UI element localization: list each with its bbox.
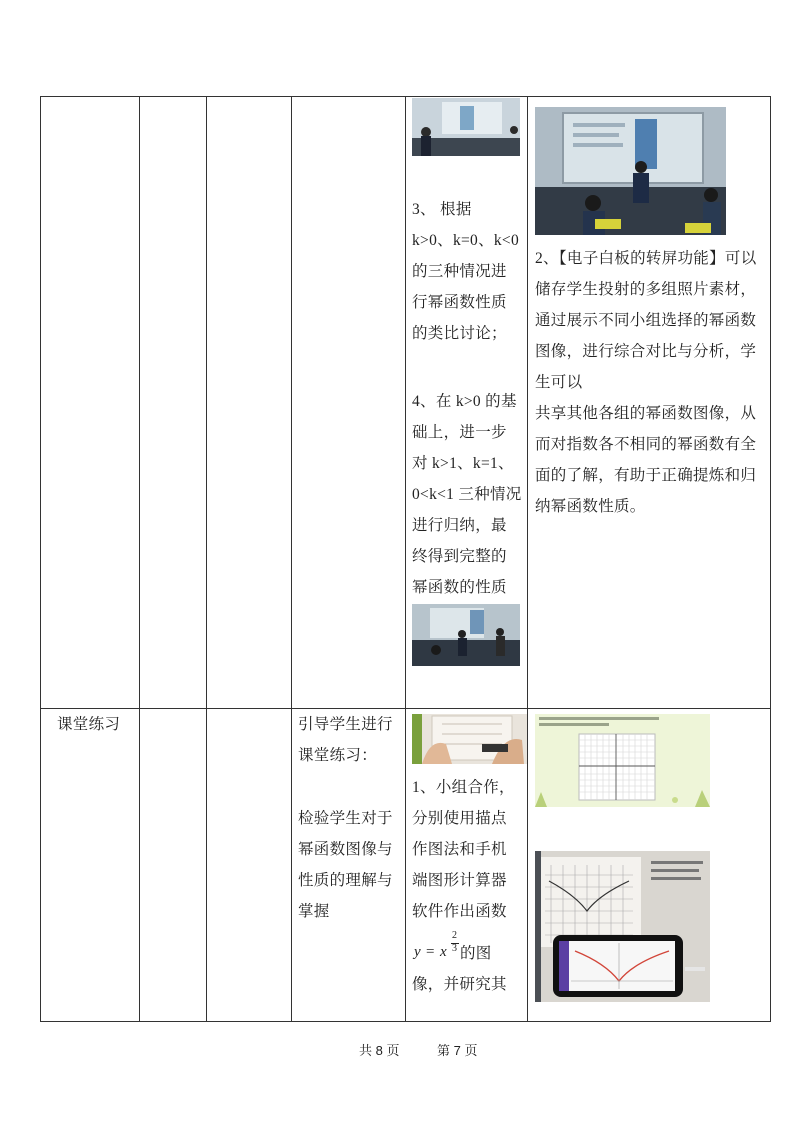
page-total: 共 8 页	[359, 1043, 400, 1058]
section-label-practice: 课堂练习	[57, 716, 121, 733]
teacher-guidance-1: 引导学生进行 课堂练习：	[298, 716, 393, 764]
column-divider	[405, 96, 406, 1022]
whiteboard-function-description: 2、【电子白板的转屏功能】可以 储存学生投射的多组照片素材， 通过展示不同小组选择的幂函数 图像，进行综合对比与分析，学 生可以 共享其他各组的幂函数图像，从 而对指数各不相同的幂函数有全 面的了解，有助于正确提炼和归 纳幂函数性质。	[535, 250, 757, 515]
whiteboard-photo	[535, 107, 726, 235]
group-activity-text: 1、小组合作， 分别使用描点 作图法和手机 端图形计算器 软件作出函数	[412, 779, 515, 920]
formula-equals: =	[426, 944, 435, 960]
activity-step-4: 4、在 k>0 的基 础上，进一步 对 k>1、k=1、 0<k<1 三种情况 进行归纳，最 终得到完整的 幂函数的性质	[412, 393, 522, 596]
column-divider	[291, 96, 292, 1022]
classroom-photo-bottom	[412, 604, 520, 666]
power-function-formula	[414, 930, 466, 966]
classroom-photo-top	[412, 98, 520, 156]
formula-exponent-denominator: 3	[452, 943, 457, 954]
page-current: 第 7 页	[437, 1043, 478, 1058]
student-drawing-photo	[412, 714, 527, 764]
formula-x: x	[440, 944, 447, 960]
exercise-grid-slide	[535, 714, 710, 807]
column-divider	[139, 96, 140, 1022]
activity-step-3: 3、 根据 k>0、k=0、k<0 的三种情况进 行幂函数性质 的类比讨论；	[412, 201, 520, 342]
column-divider	[527, 96, 528, 1022]
formula-continuation-text: 像，并研究其	[412, 976, 507, 993]
formula-trailing-text: 的图	[460, 945, 492, 962]
formula-exponent-numerator: 2	[452, 930, 457, 941]
table-left-border	[40, 96, 41, 1022]
teacher-guidance-2: 检验学生对于 幂函数图像与 性质的理解与 掌握	[298, 810, 393, 920]
formula-y: y	[414, 944, 421, 960]
phone-graph-photo	[535, 851, 710, 1002]
table-right-border	[770, 96, 771, 1022]
column-divider	[206, 96, 207, 1022]
